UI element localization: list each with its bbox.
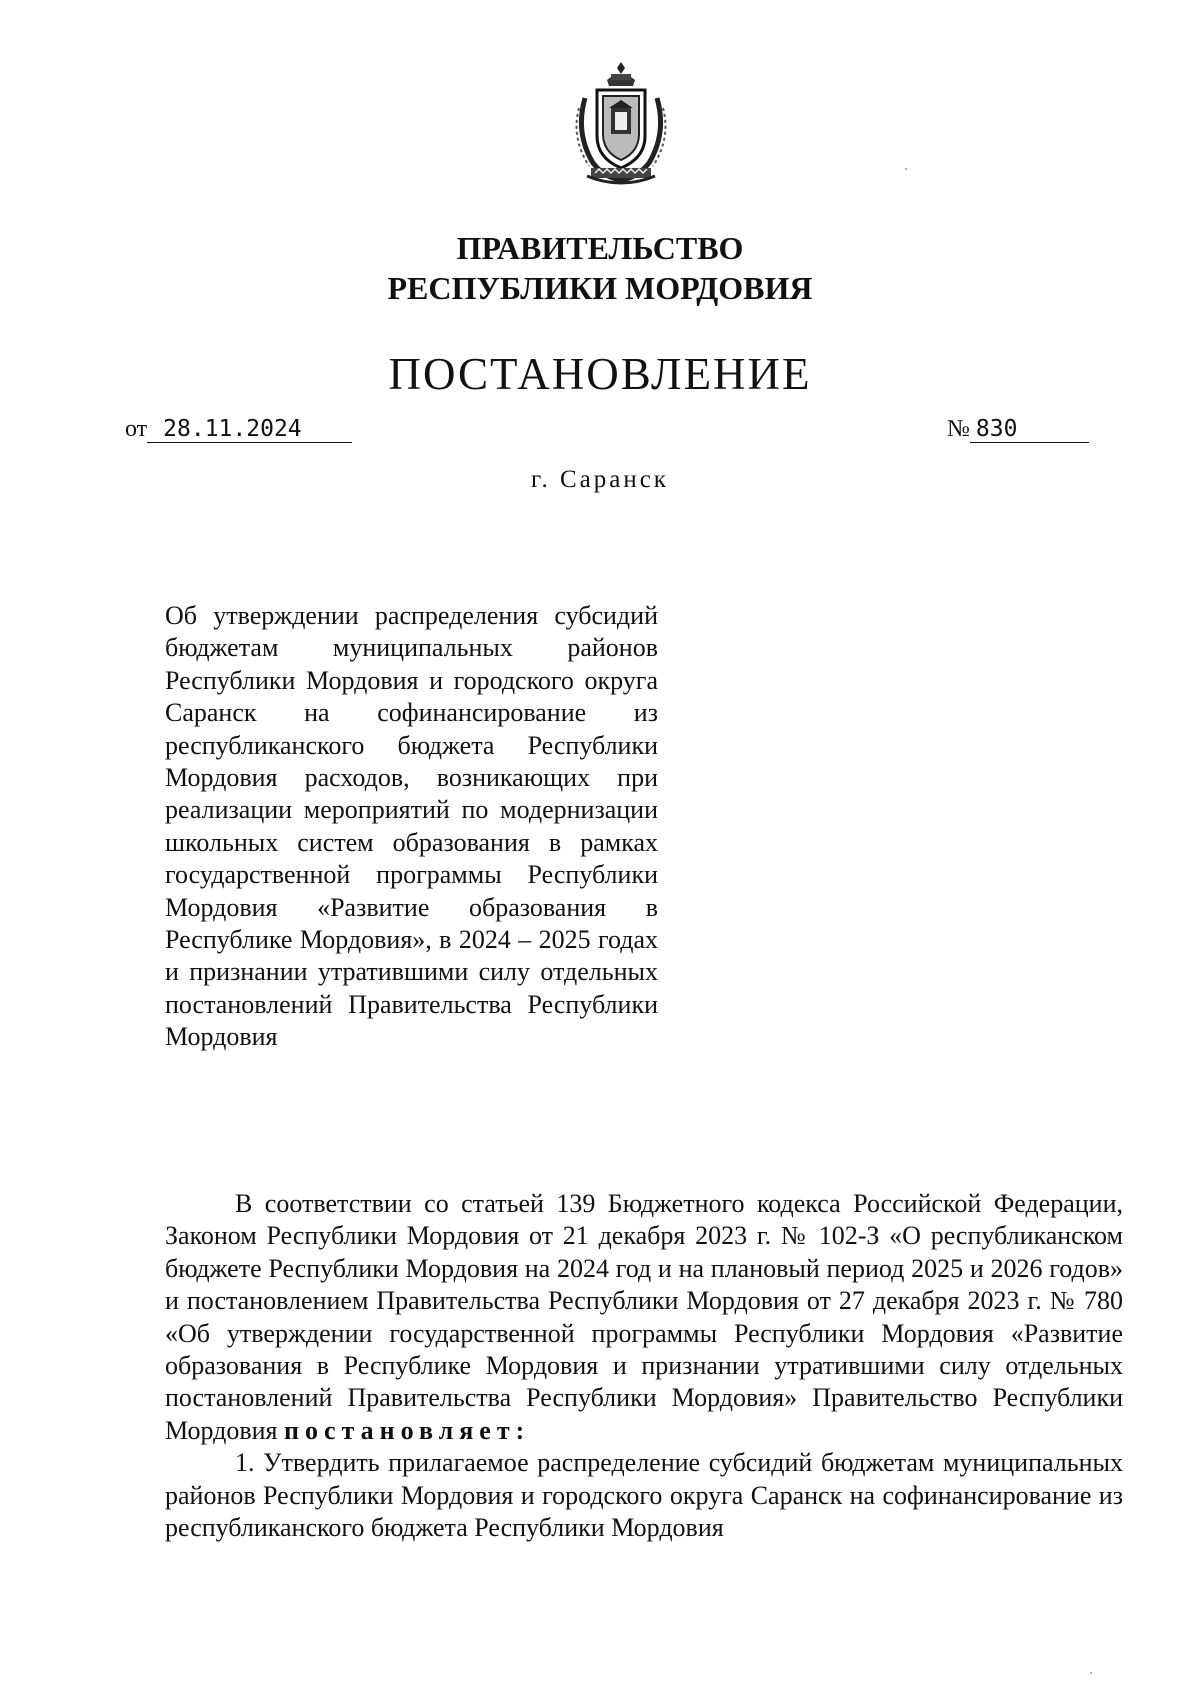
number-field xyxy=(947,416,1089,443)
document-number: 830 xyxy=(970,416,1090,443)
scan-speck xyxy=(905,168,907,170)
decree-keyword: постановляет: xyxy=(284,1415,531,1445)
coat-of-arms-mordovia-icon xyxy=(565,58,677,188)
government-name-line1: ПРАВИТЕЛЬСТВО xyxy=(456,230,744,266)
document-type-title: ПОСТАНОВЛЕНИЕ xyxy=(388,349,812,399)
city-line: г. Саранск xyxy=(531,466,669,493)
paragraph-item-1: 1. Утвердить прилагаемое распределение субсидий бюджетам муниципальных районов Республики Мордовия и городского округа Саранск на софинансирование из республиканского бюджета Республики Мордовия xyxy=(165,1448,1123,1543)
date-field xyxy=(125,416,352,443)
number-prefix: № xyxy=(947,416,970,442)
scan-speck xyxy=(1090,1672,1092,1674)
document-date: 28.11.2024 xyxy=(147,416,352,443)
paragraph-preamble xyxy=(165,1188,1123,1447)
document-subject: Об утверждении распределения субсидий бюджетам муниципальных районов Республики Мордовия и городского округа Саранск на софинансирование из республиканского бюджета Республики Мордовия расходов, возникающих при реализации мероприятий по модернизации школьных систем образования в рамках государственной программы Республики Мордовия «Развитие образования в Республике Мордовия», в 2024 – 2025 годах и признании утратившими силу отдельных постановлений Правительства Республики Мордовия xyxy=(165,601,658,1052)
preamble-text: В соответствии со статьей 139 Бюджетного кодекса Российской Федерации, Законом Республики Мордовия от 21 декабря 2023 г. № 102-З «О республиканском бюджете Республики Мордовия на 2024 год и на плановый период 2025 и 2026 годов» и постановлением Правительства Республики Мордовия от 27 декабря 2023 г. № 780 «Об утверждении государственной программы Республики Мордовия «Развитие образования в Республике Мордовия и признании утратившими силу отдельных постановлений Правительства Республики Мордовия» Правительство Республики Мордовия xyxy=(165,1189,1123,1445)
document-body xyxy=(165,1188,1123,1544)
date-prefix: от xyxy=(125,416,148,442)
government-name-line2: РЕСПУБЛИКИ МОРДОВИЯ xyxy=(387,270,813,306)
